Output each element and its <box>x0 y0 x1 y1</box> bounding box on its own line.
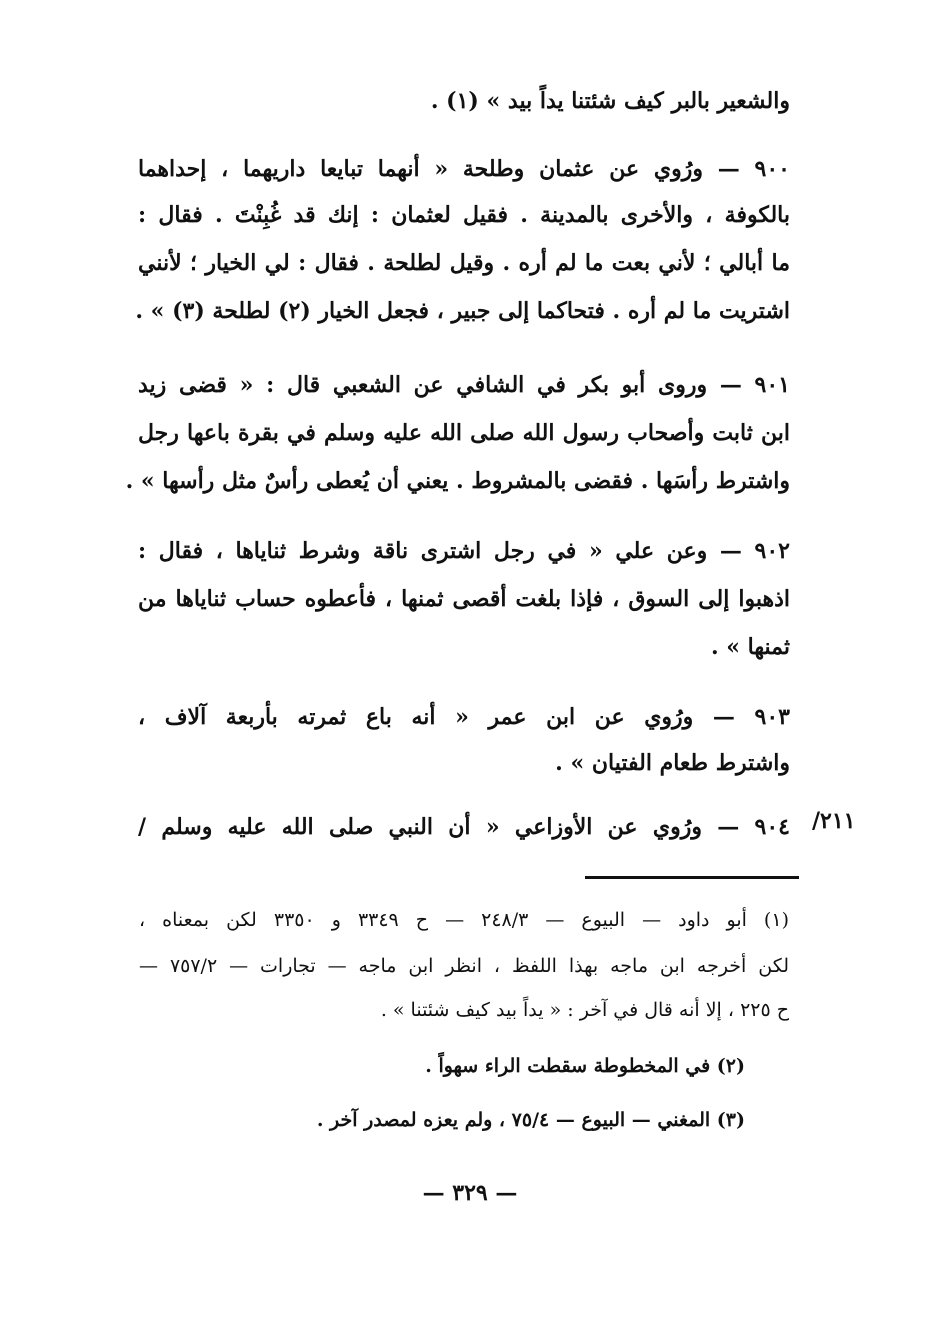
body-line-4: ما أبالي ؛ لأني بعت ما لم أره . وقيل لطلحة . فقال : لي الخيار ؛ لأنني <box>138 250 790 276</box>
footnote-3: (٣) المغني — البيوع — ٧٥/٤ ، ولم يعزه لمصدر آخر . <box>316 1109 745 1131</box>
body-line-9: ٩٠٢ — وعن علي « في رجل اشترى ناقة وشرط ثناياها ، فقال : <box>138 538 790 564</box>
footnote-1-line-3: ح ٢٢٥ ، إلا أنه قال في آخر : « يداً بيد كيف شئتنا » . <box>380 999 789 1021</box>
body-line-11: ثمنها » . <box>710 634 790 660</box>
body-line-13: واشترط طعام الفتيان » . <box>555 750 790 776</box>
body-line-8: واشترط رأسَها . فقضى بالمشروط . يعني أن يُعطى رأسٌ مثل رأسها » . <box>125 468 790 494</box>
footnote-2: (٢) في المخطوطة سقطت الراء سهواً . <box>425 1055 745 1077</box>
body-line-1: والشعير بالبر كيف شئتنا يداً بيد » (١) . <box>430 88 790 114</box>
body-line-10: اذهبوا إلى السوق ، فإذا بلغت أقصى ثمنها ، فأعطوه حساب ثناياها من <box>138 586 790 612</box>
body-line-5: اشتريت ما لم أره . فتحاكما إلى جبير ، فجعل الخيار (٢) لطلحة (٣) » . <box>135 298 790 324</box>
manuscript-page-marker: /٢١١ <box>812 808 856 834</box>
footnote-1-line-1: (١) أبو داود — البيوع — ٢٤٨/٣ — ح ٣٣٤٩ و ٣٣٥٠ لكن بمعناه ، <box>139 909 789 931</box>
footnote-divider <box>585 876 799 879</box>
body-line-12: ٩٠٣ — ورُوي عن ابن عمر « أنه باع ثمرته بأربعة آلاف ، <box>138 704 790 730</box>
body-line-14: ٩٠٤ — ورُوي عن الأوزاعي « أن النبي صلى الله عليه وسلم / <box>138 814 790 840</box>
body-text <box>125 0 790 900</box>
body-line-6: ٩٠١ — وروى أبو بكر في الشافي عن الشعبي قال : « قضى زيد <box>138 372 790 398</box>
body-line-7: ابن ثابت وأصحاب رسول الله صلى الله عليه وسلم في بقرة باعها رجل <box>138 420 790 446</box>
body-line-3: بالكوفة ، والأخرى بالمدينة . فقيل لعثمان : إنك قد غُبِنْتَ . فقال : <box>138 202 790 228</box>
page-number: — ٣٢٩ — <box>422 1180 518 1206</box>
body-line-2: ٩٠٠ — ورُوي عن عثمان وطلحة « أنهما تبايعا داريهما ، إحداهما <box>138 156 790 182</box>
footnote-1-line-2: لكن أخرجه ابن ماجه بهذا اللفظ ، انظر ابن ماجه — تجارات — ٧٥٧/٢ — <box>139 955 790 977</box>
